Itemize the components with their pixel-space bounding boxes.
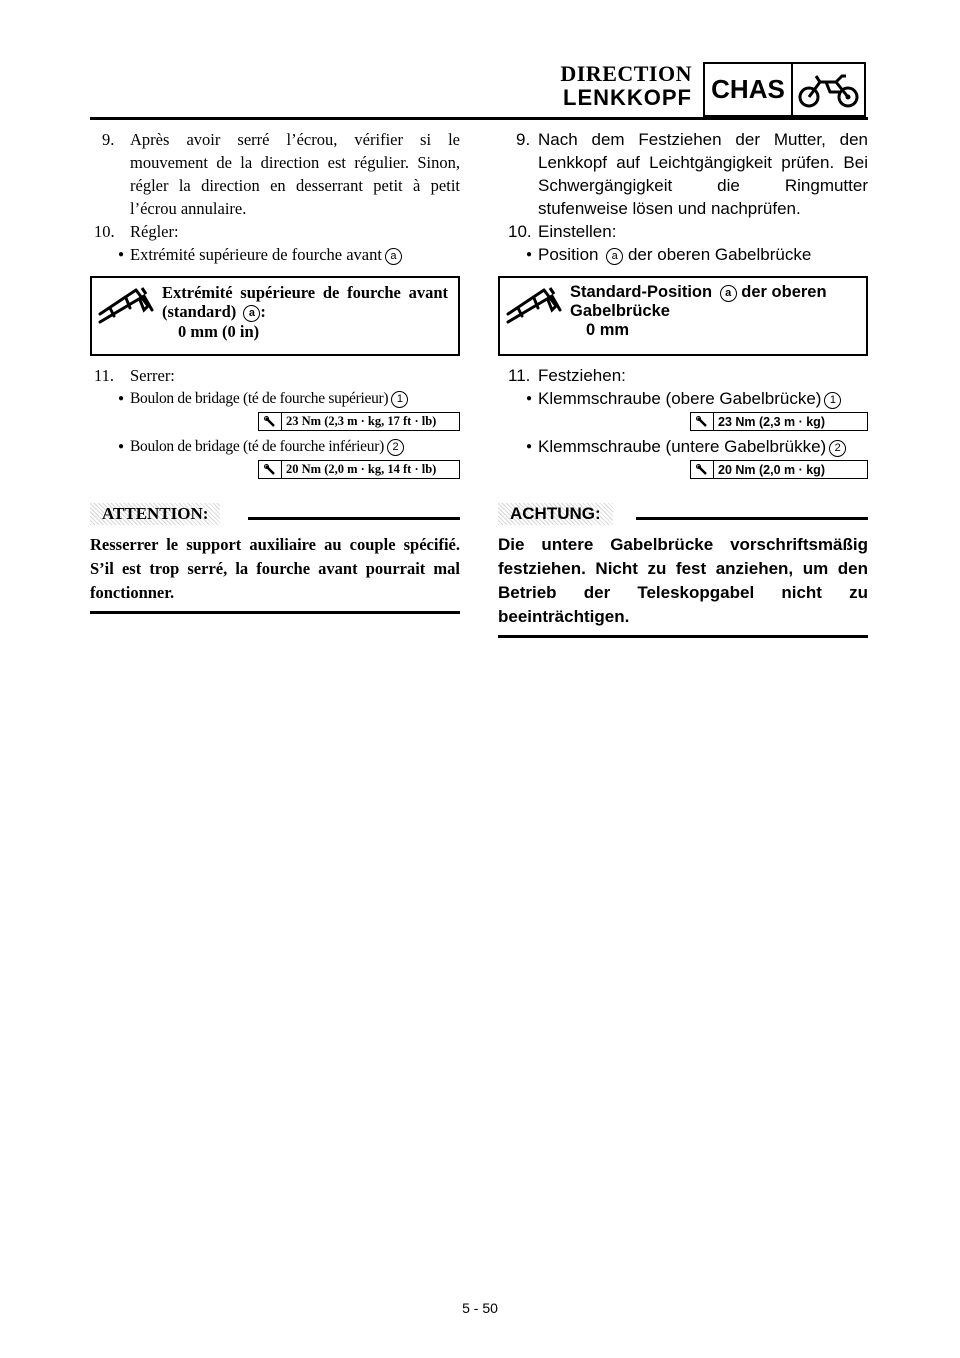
spec-value: 0 mm (0 in) — [178, 322, 260, 341]
caution-header — [498, 501, 868, 533]
step-number: 9. — [102, 130, 115, 149]
step-11 — [90, 364, 460, 387]
step-text: Après avoir serré l’écrou, vérifier si le mouvement de la direction est régulier. Sinon, régler la direction en desserrant petit à petit l’écrou annulaire. — [130, 130, 460, 218]
page-number: 5 - 50 — [462, 1300, 498, 1316]
spec-title: Standard-Position — [570, 283, 713, 301]
bullet-text: Klemmschraube (untere Gabelbrükke) — [538, 437, 827, 456]
bullet-text: Klemmschraube (obere Gabelbrücke) — [538, 389, 822, 408]
step-9 — [498, 128, 868, 220]
caution-label: ACHTUNG: — [498, 503, 613, 525]
caution-text: Resserrer le support auxiliaire au couple spécifié. S’il est trop serré, la fourche avant pourrait mal fonctionner. — [90, 535, 460, 602]
step-number: 11. — [94, 366, 115, 385]
german-column — [498, 128, 868, 638]
torque-value: 23 Nm (2,3 m · kg, 17 ft · lb) — [286, 414, 437, 428]
wrench-icon — [691, 413, 714, 430]
bullet-item — [90, 435, 460, 458]
callout-a: a — [243, 305, 260, 322]
spec-box — [498, 276, 868, 356]
wrench-icon — [259, 413, 282, 430]
step-10 — [90, 220, 460, 243]
torque-value: 20 Nm (2,0 m · kg, 14 ft · lb) — [286, 462, 437, 476]
bullet-item — [90, 387, 460, 410]
spec-colon: : — [260, 302, 266, 321]
header-rule — [90, 117, 868, 120]
step-number: 10. — [508, 222, 532, 241]
title-french: DIRECTION — [560, 61, 692, 86]
bullet-text: Position — [538, 245, 599, 264]
bullet-item — [498, 435, 868, 458]
step-number: 10. — [94, 222, 115, 241]
torque-value: 20 Nm (2,0 m · kg) — [718, 462, 825, 477]
bullet-item — [498, 243, 868, 266]
step-number: 9. — [516, 130, 531, 149]
caution-label: ATTENTION: — [90, 503, 220, 525]
step-9 — [90, 128, 460, 220]
callout-a: a — [606, 248, 623, 265]
caliper-icon — [504, 284, 562, 346]
bullet-text: Extrémité supérieure de fourche avant — [130, 245, 382, 264]
torque-box — [258, 460, 460, 479]
spec-text — [570, 283, 856, 340]
title-german: LENKKOPF — [563, 85, 692, 110]
caliper-icon — [96, 284, 154, 346]
caution-rule — [248, 517, 460, 520]
step-text: Serrer: — [130, 366, 175, 385]
torque-value: 23 Nm (2,3 m · kg) — [718, 414, 825, 429]
step-10 — [498, 220, 868, 243]
bullet-text: Boulon de bridage (té de fourche supérieur) — [130, 390, 389, 407]
step-text: Nach dem Festziehen der Mutter, den Lenkkopf auf Leichtgängigkeit prüfen. Bei Schwergängigkeit die Ringmutter stufenweise lösen und nachprüfen. — [538, 130, 868, 218]
motorcycle-icon — [793, 64, 864, 115]
wrench-icon — [259, 461, 282, 478]
caution-text: Die untere Gabelbrücke vorschriftsmäßig festziehen. Nicht zu fest anziehen, um den Betrieb der Teleskopgabel nicht zu beeinträchtigen. — [498, 535, 868, 626]
torque-spec — [90, 412, 460, 431]
step-text: Régler: — [130, 222, 179, 241]
bullet-text: Boulon de bridage (té de fourche inférieur) — [130, 438, 384, 455]
caution-end-rule — [90, 611, 460, 614]
step-text: Einstellen: — [538, 222, 617, 241]
callout-2: 2 — [387, 439, 404, 456]
bullet-text: der oberen Gabelbrücke — [627, 245, 812, 264]
callout-a: a — [720, 285, 737, 302]
torque-spec — [498, 412, 868, 431]
spec-text — [162, 283, 448, 341]
callout-a: a — [385, 248, 402, 265]
torque-box — [690, 460, 868, 479]
step-11 — [498, 364, 868, 387]
callout-1: 1 — [824, 392, 841, 409]
torque-spec — [90, 460, 460, 479]
torque-box — [258, 412, 460, 431]
bullet-item — [498, 387, 868, 410]
bullet-item — [90, 243, 460, 266]
section-code: CHAS — [705, 64, 793, 115]
french-column — [90, 128, 460, 614]
spec-title: der oberen Gabelbrücke — [570, 283, 827, 320]
caution-rule — [636, 517, 868, 520]
spec-value: 0 mm — [586, 321, 630, 339]
torque-box — [690, 412, 868, 431]
section-tab — [703, 62, 866, 117]
page-title — [560, 62, 692, 110]
caution-header — [90, 501, 460, 533]
caution-end-rule — [498, 635, 868, 638]
spec-box — [90, 276, 460, 356]
callout-2: 2 — [829, 440, 846, 457]
callout-1: 1 — [391, 391, 408, 408]
torque-spec — [498, 460, 868, 479]
step-number: 11. — [508, 366, 531, 385]
wrench-icon — [691, 461, 714, 478]
spec-title: Extrémité supérieure de fourche avant (standard) — [162, 283, 448, 321]
step-text: Festziehen: — [538, 366, 626, 385]
